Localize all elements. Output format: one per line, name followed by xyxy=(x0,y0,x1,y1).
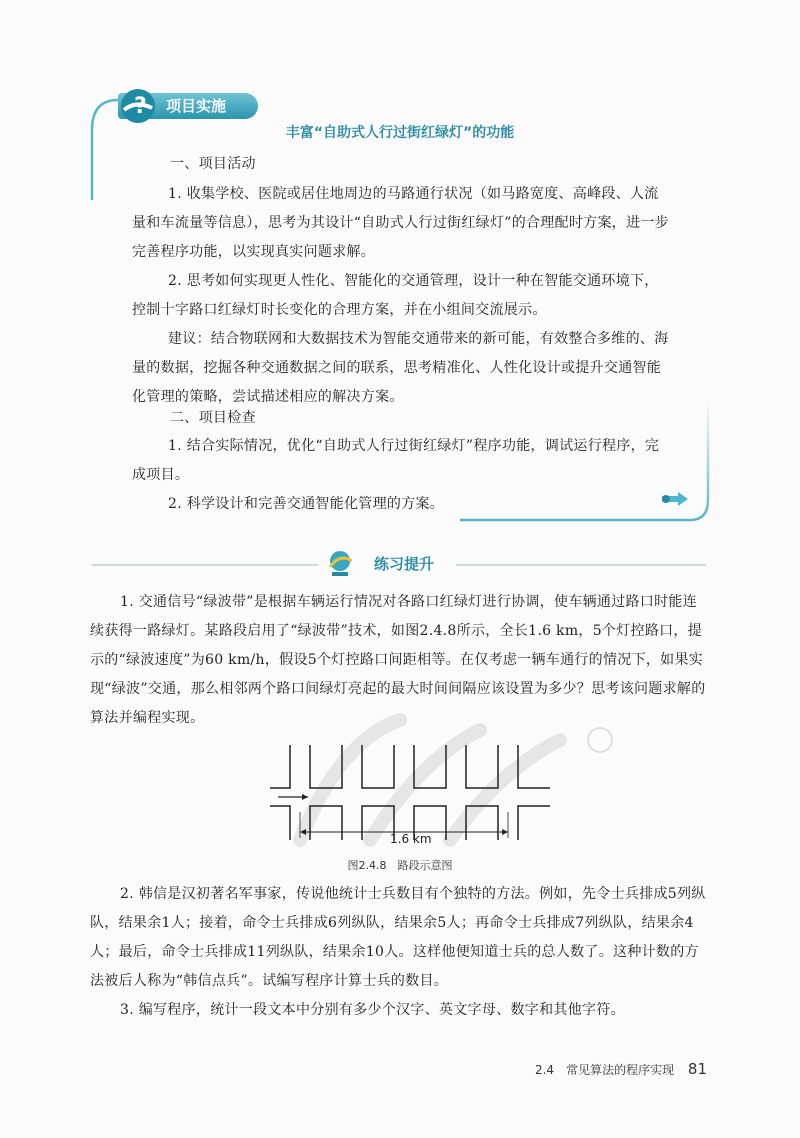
exercise-heading: 练习提升 xyxy=(374,555,435,573)
pointing-hand-icon xyxy=(660,488,690,510)
exercise-q2: 2. 韩信是汉初著名军事家，传说他统计士兵数目有个独特的方法。例如，先令士兵排成5列纵队，结果余1人；接着，命令士兵排成6列纵队，结果余5人；再命令士兵排成7列纵队，结果余4人；最后，命令士兵排成11列纵队，结果余10人。这样他便知道士兵的总人数了。这种计数的方法被后人称为“韩信点兵”。试编写程序计算士兵的数目。 xyxy=(90,886,706,989)
svg-text:?: ? xyxy=(134,94,147,119)
project-item1: 1. 收集学校、医院或居住地周边的马路通行状况（如马路宽度、高峰段、人流量和车流量等信息），思考为其设计“自助式人行过街红绿灯”的合理配时方案，进一步完善程序功能，以实现真实问题求解。 xyxy=(132,186,670,260)
project-title: 丰富“自助式人行过街红绿灯”的功能 xyxy=(285,125,515,141)
page-number: 81 xyxy=(687,1060,707,1078)
section2-heading: 二、项目检查 xyxy=(170,410,256,426)
figure-distance-label: 1.6 km xyxy=(390,832,432,846)
project-suggestion: 建议：结合物联网和大数据技术为智能交通带来的新可能，有效整合多维的、海量的数据，挖掘各种交通数据之间的联系，思考精准化、人性化设计或提升交通智能化管理的策略，尝试描述相应的解决方案。 xyxy=(132,331,669,405)
project-check1: 1. 结合实际情况，优化“自助式人行过街红绿灯”程序功能，调试运行程序，完成项目。 xyxy=(132,438,660,483)
exercise-q1: 1. 交通信号“绿波带”是根据车辆运行情况对各路口红绿灯进行协调，使车辆通过路口时能连续获得一路绿灯。某路段启用了“绿波带”技术，如图2.4.8所示，全长1.6 km，5个灯控路口，提示的“绿波速度”为60 km/h，假设5个灯控路口间距相等。在仅考虑一辆车通行的情况下，如果实现“绿波”交通，那么相邻两个路口间绿灯亮起的最大时间间隔应该设置为多少？思考该问题求解的算法并编程实现。 xyxy=(90,594,706,726)
section1-heading: 一、项目活动 xyxy=(170,156,256,172)
footer-section: 2.4 常见算法的程序实现 xyxy=(534,1063,675,1077)
project-check2: 2. 科学设计和完善交通智能化管理的方案。 xyxy=(168,496,445,512)
page-footer xyxy=(535,1060,707,1078)
question-logo-icon xyxy=(118,86,160,126)
exercise-q3: 3. 编写程序，统计一段文本中分别有多少个汉字、英文字母、数字和其他字符。 xyxy=(120,1002,625,1018)
figure-caption: 图2.4.8 路段示意图 xyxy=(347,859,453,872)
project-item2: 2. 思考如何实现更人性化、智能化的交通管理，设计一种在智能交通环境下，控制十字路口红绿灯时长变化的合理方案，并在小组间交流展示。 xyxy=(132,273,659,318)
project-tab-label: 项目实施 xyxy=(166,97,227,115)
